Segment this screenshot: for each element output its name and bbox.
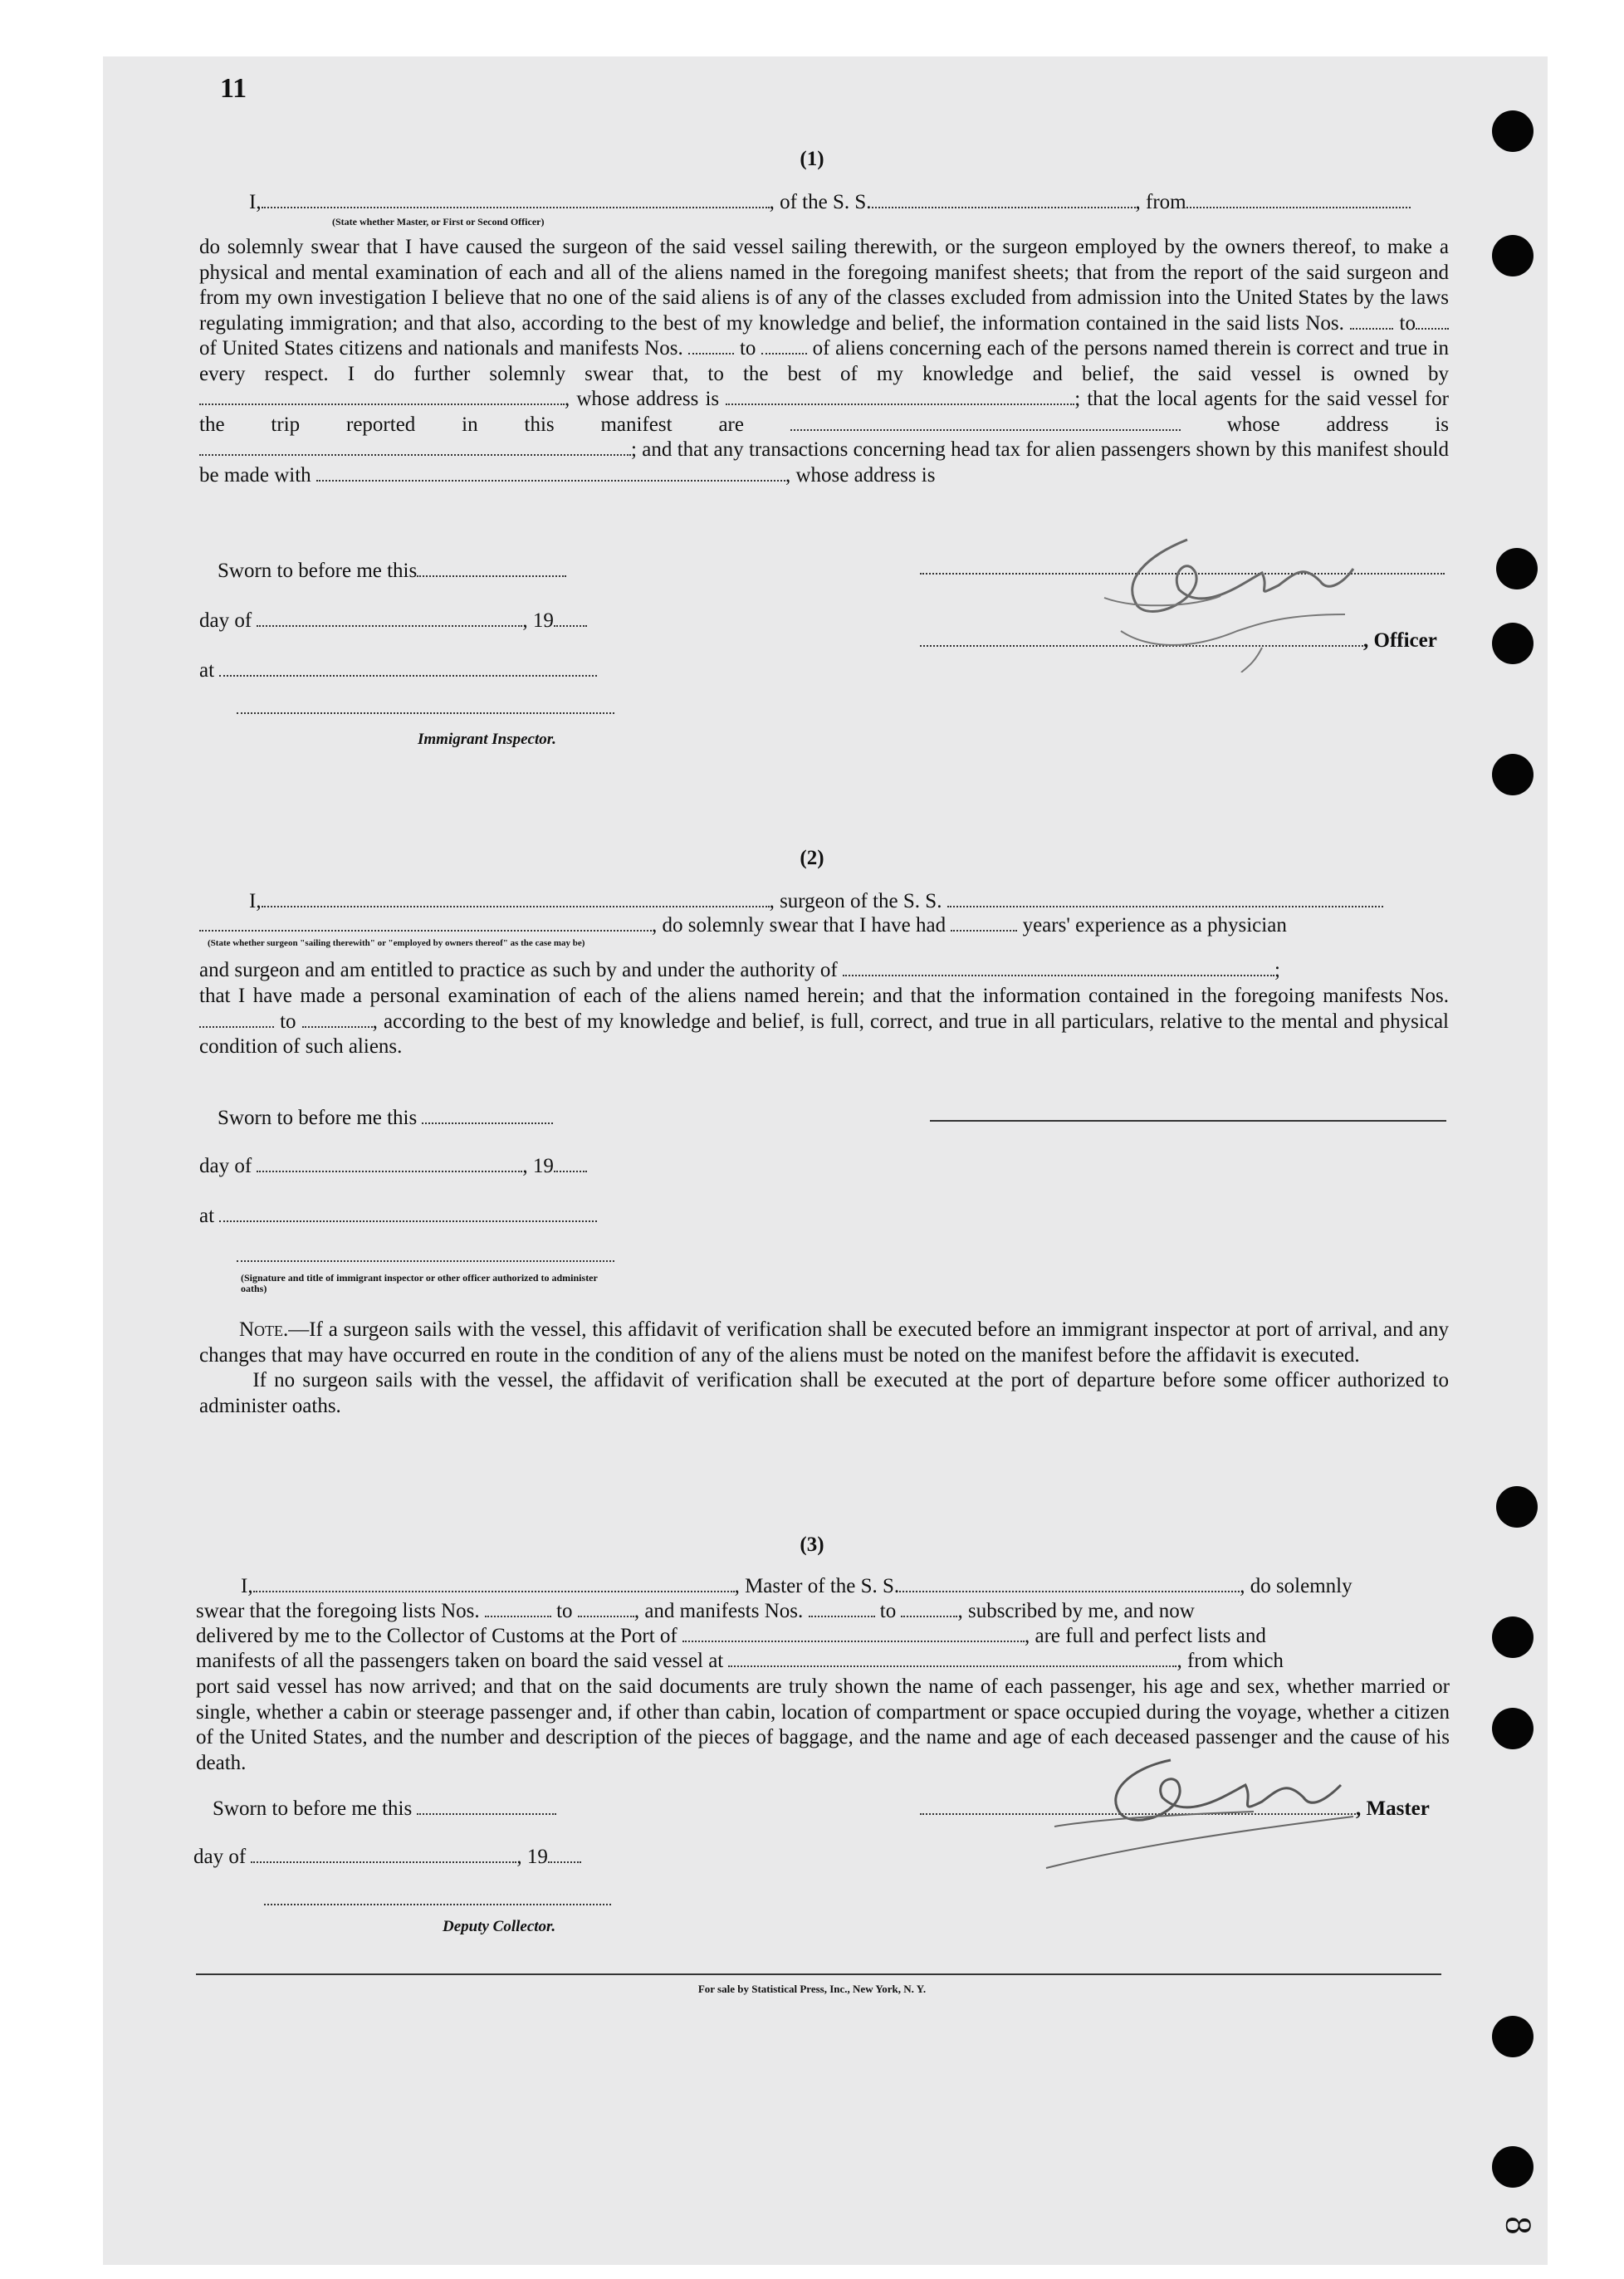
binder-hole (1492, 2016, 1534, 2057)
s1-at: at (199, 659, 597, 682)
section-3-heading: (3) (800, 1533, 824, 1556)
s3-master: , Master (920, 1797, 1430, 1821)
corner-mark: 8 (1498, 2216, 1539, 2235)
section-2-heading: (2) (800, 847, 824, 869)
s1-line1: I, , of the S. S. , from (249, 191, 1411, 214)
binder-hole (1492, 235, 1534, 276)
s2-surgeon-signature-line (930, 1120, 1446, 1122)
s2-line2: , do solemnly swear that I have had years' experience as a physician (199, 914, 1287, 937)
s2-body: that I have made a personal examination of each of the aliens named herein; and that the information contained in the foregoing manifests Nos. to , according to the best of my knowledge and belief, is full, correct, and true in all particulars, relative to the mental and physical condition of such aliens. (199, 985, 1449, 1058)
s2-under-caption: (State whether surgeon "sailing therewith" or "employed by owners thereof" as the case may be) (208, 938, 585, 948)
binder-hole (1492, 110, 1534, 152)
s3-sworn: Sworn to before me this (213, 1797, 556, 1821)
s2-at: at (199, 1205, 597, 1228)
s2-inspector-line (237, 1260, 614, 1262)
footer-imprint: For sale by Statistical Press, Inc., New York, N. Y. (697, 1983, 927, 1995)
s1-inspector-line (237, 712, 614, 714)
binder-hole (1496, 1486, 1538, 1528)
s2-sworn: Sworn to before me this (218, 1107, 553, 1130)
s3-line3: delivered by me to the Collector of Customs at the Port of , are full and perfect lists and (196, 1625, 1266, 1647)
signature-1 (1071, 506, 1436, 672)
s2-line3: and surgeon and am entitled to practice as such by and under the authority of ; (199, 959, 1280, 981)
binder-hole (1492, 1616, 1534, 1658)
s1-under-caption: (State whether Master, or First or Second Officer) (332, 216, 545, 227)
binder-hole (1496, 548, 1538, 589)
signature-2 (1038, 1735, 1420, 1876)
s3-collector-line (264, 1904, 611, 1905)
s2-sig-caption: (Signature and title of immigrant inspector or other officer authorized to administer oaths) (241, 1272, 598, 1294)
binder-hole (1492, 623, 1534, 664)
s1-officer: , Officer (920, 629, 1437, 653)
s1-inspector-caption: Immigrant Inspector. (418, 731, 556, 748)
section-1-heading: (1) (800, 148, 824, 170)
binder-hole (1492, 2146, 1534, 2188)
s3-collector-caption: Deputy Collector. (443, 1918, 556, 1935)
s2-note: Note.—If a surgeon sails with the vessel, this affidavit of verification shall be executed before an immigrant inspector at port of arrival, and any changes that may have occurred en route in the condition of any of the aliens must be noted on the manifest before the affidavit is executed. If no surgeon sails with the vessel, the affidavit of verification shall be executed at the port of departure before some officer authorized to administer oaths. (199, 1318, 1450, 1417)
s1-day-of: day of , 19 (199, 609, 587, 633)
footer-rule (196, 1973, 1441, 1975)
s3-line4: manifests of all the passengers taken on board the said vessel at , from which (196, 1650, 1284, 1672)
top-mark: 11 (220, 73, 247, 104)
s1-body: do solemnly swear that I have caused the surgeon of the said vessel sailing therewith, or the surgeon employed by the owners thereof, to make a physical and mental examination of each and all of the aliens named in the foregoing manifest sheets; that from the report of the said surgeon and from my own investigation I believe that no one of the said aliens is of any of the classes excluded from admission into the United States by the laws regulating immigration; and that also, according to the best of my knowledge and belief, the information contained in the said lists Nos. to of United States citizens and nationals and manifests Nos. to of aliens concerning each of the persons named therein is correct and true in every respect. I do further solemnly swear that, to the best of my knowledge and belief, the said vessel is owned by , whose address is ; that the local agents for the said vessel for the trip reported in this manifest are whose address is ; and that any transactions concerning head tax for alien passengers shown by this manifest should be made with , whose address is (199, 236, 1450, 487)
s3-day-of: day of , 19 (193, 1846, 581, 1869)
s3-body: port said vessel has now arrived; and that on the said documents are truly shown the name of each passenger, his age and sex, whether married or single, whether a cabin or steerage passenger and, if other than cabin, location of compartment or space occupied during the voyage, whether a citizen of the United States, and the number and description of the pieces of baggage, and the name and age of each deceased passenger and the cause of his death. (196, 1675, 1450, 1774)
s3-line2: swear that the foregoing lists Nos. to , and manifests Nos. to , subscribed by me, and now (196, 1600, 1195, 1622)
s2-day-of: day of , 19 (199, 1155, 587, 1178)
s2-line1: I, , surgeon of the S. S. (249, 890, 1383, 913)
binder-hole (1492, 754, 1534, 795)
binder-hole (1492, 1708, 1534, 1749)
s1-sworn: Sworn to before me this (218, 560, 566, 583)
s3-line1: I, , Master of the S. S. , do solemnly (241, 1575, 1353, 1597)
